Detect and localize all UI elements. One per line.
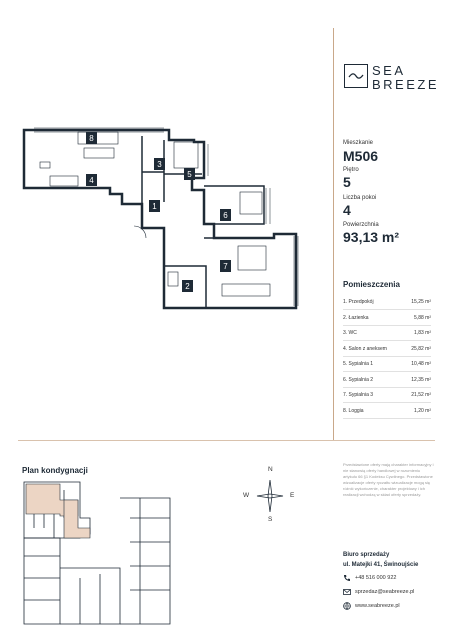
room-area: 12,35 m² <box>411 376 431 383</box>
room-number: 4 <box>89 176 94 185</box>
email-icon <box>343 588 351 596</box>
level-plan-diagram <box>20 478 180 628</box>
compass-w: W <box>243 492 250 499</box>
email-address: sprzedaz@seabreeze.pl <box>355 589 415 595</box>
room-row <box>343 327 431 341</box>
room-name: 8. Loggia <box>343 407 364 414</box>
horizontal-divider <box>18 440 435 441</box>
floor-value: 5 <box>343 174 351 190</box>
apartment-label: Mieszkanie <box>343 140 374 146</box>
room-row <box>343 405 431 419</box>
brand-logo <box>372 64 439 92</box>
room-area: 21,52 m² <box>411 392 431 398</box>
phone-contact[interactable] <box>343 573 396 583</box>
compass-rose <box>255 478 285 514</box>
room-area: 15,25 m² <box>411 299 431 305</box>
brand-line-2: BREEZE <box>372 77 440 92</box>
room-row <box>343 389 431 403</box>
room-row <box>343 358 431 372</box>
area-value: 93,13 m² <box>343 229 400 245</box>
sales-office-address: ul. Matejki 41, Świnoujście <box>343 562 419 568</box>
apartment-floorplan <box>14 116 314 322</box>
room-name: 5. Sypialnia 1 <box>343 361 374 367</box>
apartment-value: M506 <box>343 148 379 164</box>
vertical-divider <box>333 28 334 440</box>
room-number: 7 <box>223 262 228 271</box>
room-name: 3. WC <box>343 330 357 336</box>
area-label: Powierzchnia <box>343 222 379 228</box>
phone-icon <box>343 574 351 582</box>
room-number: 1 <box>152 202 157 211</box>
brand-line-1: SEA <box>372 63 406 78</box>
compass-e: E <box>290 492 295 499</box>
room-area: 1,20 m² <box>414 407 431 414</box>
logo-wave-icon <box>344 64 368 88</box>
web-contact[interactable] <box>343 601 400 611</box>
room-area: 1,83 m² <box>414 330 431 336</box>
room-number: 6 <box>223 211 228 220</box>
website-link: www.seabreeze.pl <box>355 603 400 609</box>
room-area: 5,88 m² <box>414 314 431 321</box>
room-number: 5 <box>187 170 192 179</box>
room-row <box>343 374 431 388</box>
room-area: 10,48 m² <box>411 361 431 367</box>
room-number: 3 <box>157 160 162 169</box>
globe-icon <box>343 602 351 610</box>
disclaimer-text: Przedstawione oferty mają charakter informacyjny i nie stanowią oferty handlowej w rozumieniu artykułu 66 §1 Kodeksu Cywilnego. Przedstawione wizualizacje oferty ryczałtu wizualizacje mogą się różnić wykończenie, charakter projektowy i ich realizacji wchodzą w skład oferty sprzedaży. <box>343 462 434 497</box>
email-contact[interactable] <box>343 587 414 597</box>
room-name: 7. Sypialnia 3 <box>343 392 374 398</box>
room-row <box>343 296 431 310</box>
room-name: 4. Salon z aneksem <box>343 345 387 352</box>
sales-office-title: Biuro sprzedaży <box>343 552 390 558</box>
level-plan-title: Plan kondygnacji <box>22 466 88 475</box>
room-number: 8 <box>89 134 94 143</box>
rooms-title: Pomieszczenia <box>343 280 400 289</box>
floor-label: Piętro <box>343 167 359 173</box>
phone-number: +48 516 000 922 <box>355 575 397 581</box>
room-name: 1. Przedpokój <box>343 299 374 305</box>
room-row <box>343 312 431 326</box>
room-name: 6. Sypialnia 2 <box>343 376 374 383</box>
rooms-count-label: Liczba pokoi <box>343 195 377 201</box>
room-row <box>343 343 431 357</box>
compass-n: N <box>268 466 273 473</box>
compass-s: S <box>268 516 273 523</box>
room-area: 25,82 m² <box>411 345 431 352</box>
rooms-count-value: 4 <box>343 202 351 218</box>
room-number: 2 <box>185 282 190 291</box>
room-name: 2. Łazienka <box>343 314 369 321</box>
